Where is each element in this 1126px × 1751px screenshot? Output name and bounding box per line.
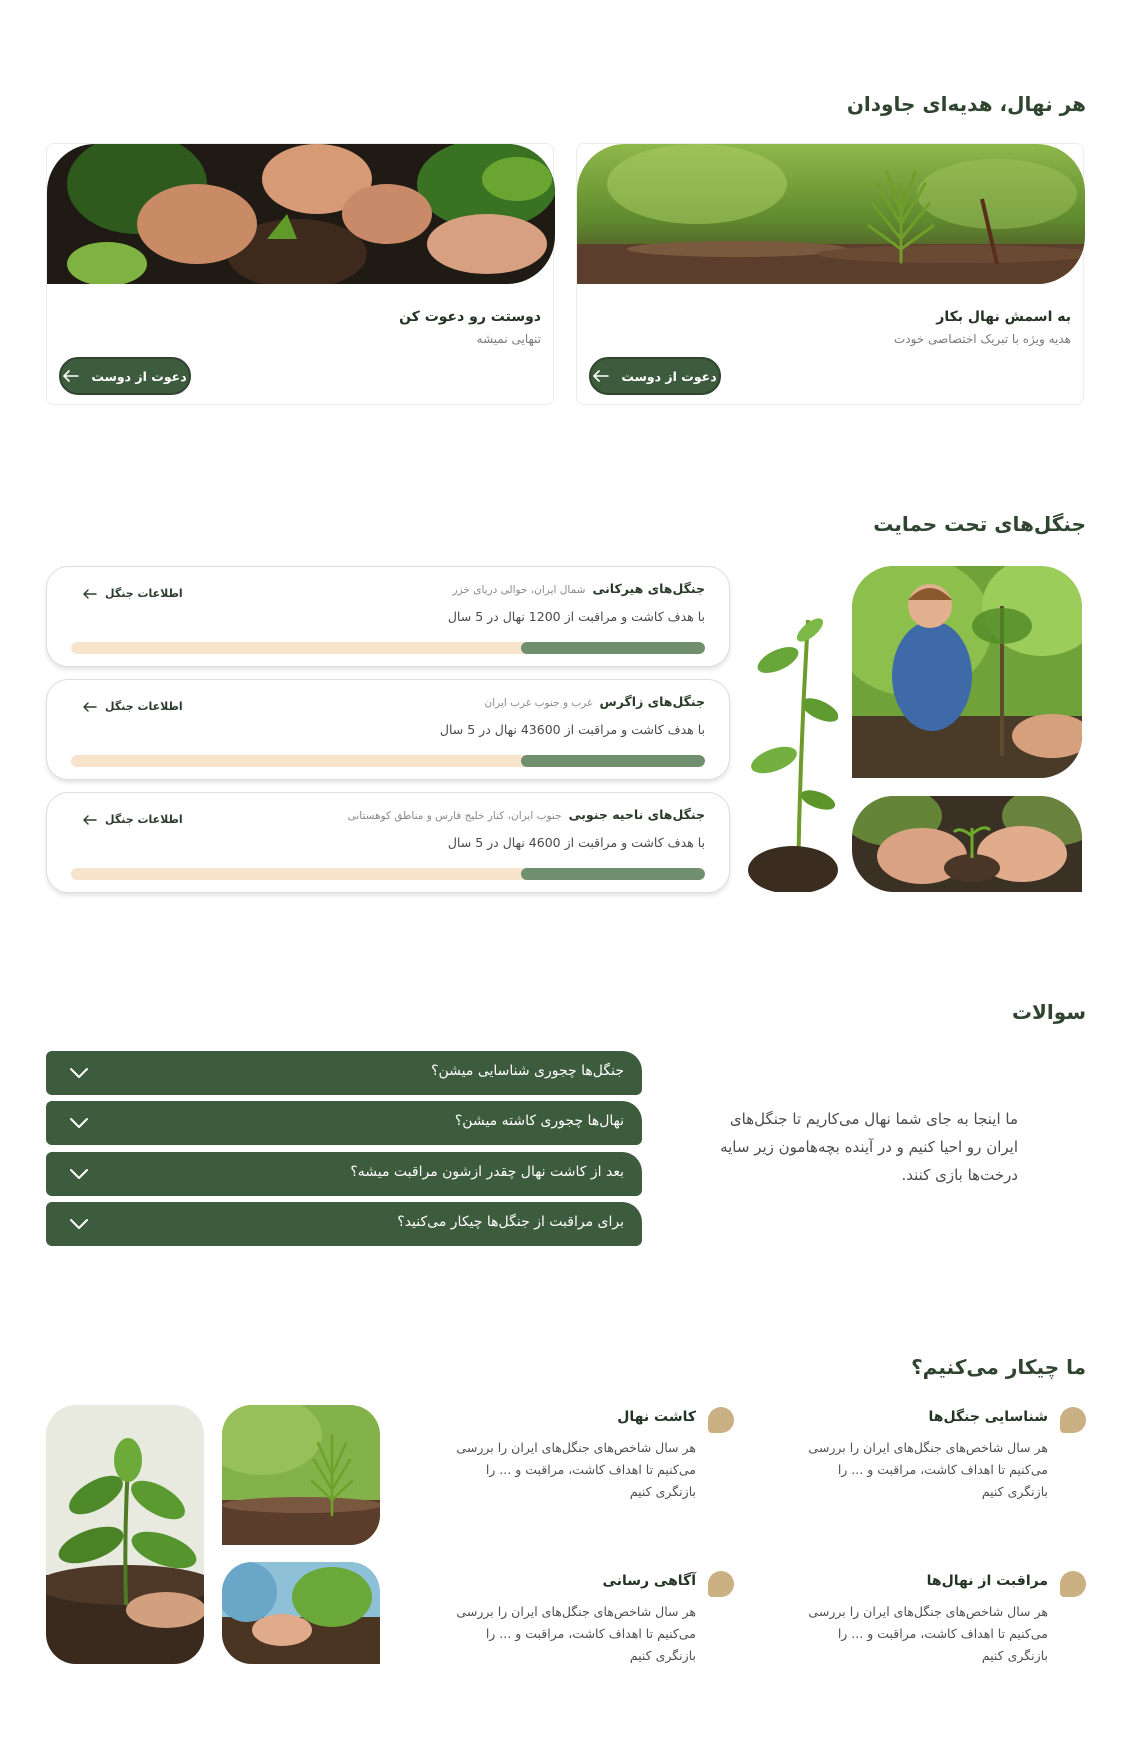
- activity-body: هر سال شاخص‌های جنگل‌های ایران را بررسی می‌کنیم تا اهداف کاشت، مراقبت و ... را بازنگری کنیم: [808, 1440, 1048, 1499]
- activity-title: شناسایی جنگل‌ها: [928, 1409, 1048, 1425]
- gift-card-title: دوستت رو دعوت کن: [399, 309, 541, 325]
- activity-title: مراقبت از نهال‌ها: [926, 1573, 1048, 1589]
- forest-progress-fill: [521, 755, 705, 767]
- invite-button-label: دعوت از دوست: [621, 368, 717, 384]
- gift-card-plant-in-name: [576, 143, 1084, 405]
- forest-goal: با هدف کاشت و مراقبت از 4600 نهال در 5 سال: [447, 835, 705, 850]
- activity-item: [786, 1571, 1086, 1681]
- faq-item[interactable]: [46, 1202, 642, 1246]
- leaf-bullet-icon: [708, 1571, 734, 1597]
- forest-card: [46, 566, 730, 667]
- activity-item: [434, 1571, 734, 1681]
- invite-friend-button[interactable]: [589, 357, 721, 395]
- leaf-bullet-icon: [1060, 1407, 1086, 1433]
- activity-item: [786, 1407, 1086, 1517]
- gift-card-title: به اسمش نهال بکار: [936, 309, 1071, 325]
- faq-question: جنگل‌ها چجوری شناسایی میشن؟: [431, 1063, 624, 1079]
- forest-progress-fill: [521, 642, 705, 654]
- forest-card: [46, 792, 730, 893]
- arrow-left-icon: [83, 815, 97, 825]
- arrow-left-icon: [83, 702, 97, 712]
- forest-progress-bar: [71, 755, 705, 767]
- faq-item[interactable]: [46, 1101, 642, 1145]
- gift-section-title: هر نهال، هدیه‌ای جاودان: [846, 92, 1086, 116]
- arrow-left-icon: [593, 370, 609, 382]
- activity-item: [434, 1407, 734, 1517]
- activity-title: کاشت نهال: [617, 1409, 696, 1425]
- chevron-down-icon: [68, 1214, 90, 1234]
- faq-item[interactable]: [46, 1051, 642, 1095]
- forest-region: شمال ایران، حوالی دریای خزر: [452, 584, 586, 596]
- forest-title: جنگل‌های زاگرس: [599, 694, 705, 709]
- faq-section-title: سوالات: [1011, 1000, 1086, 1024]
- hands-holding-seedlings-photo: [47, 144, 555, 284]
- gift-card-invite-friend: [46, 143, 554, 405]
- chevron-down-icon: [68, 1063, 90, 1083]
- forest-info-label: اطلاعات جنگل: [105, 587, 183, 600]
- chevron-down-icon: [68, 1113, 90, 1133]
- forest-goal: با هدف کاشت و مراقبت از 43600 نهال در 5 سال: [439, 722, 705, 737]
- forest-info-link[interactable]: [83, 813, 183, 826]
- young-plant-soil-photo: [46, 1405, 204, 1664]
- activity-body: هر سال شاخص‌های جنگل‌های ایران را بررسی می‌کنیم تا اهداف کاشت، مراقبت و ... را بازنگری کنیم: [456, 1604, 696, 1663]
- forest-title: جنگل‌های هیرکانی: [592, 581, 705, 596]
- forest-info-link[interactable]: [83, 587, 183, 600]
- gift-card-subtitle: تنهایی نمیشه: [476, 332, 541, 346]
- forest-title: جنگل‌های ناحیه جنوبی: [568, 807, 705, 822]
- planting-hands-photo: [222, 1562, 380, 1664]
- forest-info-label: اطلاعات جنگل: [105, 813, 183, 826]
- forest-card: [46, 679, 730, 780]
- arrow-left-icon: [83, 589, 97, 599]
- leaf-bullet-icon: [1060, 1571, 1086, 1597]
- forest-progress-bar: [71, 868, 705, 880]
- leaf-bullet-icon: [708, 1407, 734, 1433]
- forests-section-title: جنگل‌های تحت حمایت: [873, 512, 1086, 536]
- faq-question: برای مراقبت از جنگل‌ها چیکار می‌کنید؟: [397, 1214, 624, 1230]
- faq-item[interactable]: [46, 1152, 642, 1196]
- hands-with-sprout-photo: [852, 796, 1082, 892]
- faq-question: بعد از کاشت نهال چقدر ازشون مراقبت میشه؟: [350, 1164, 624, 1180]
- seedling-photo: [577, 144, 1085, 284]
- forest-progress-bar: [71, 642, 705, 654]
- invite-button-label: دعوت از دوست: [91, 368, 187, 384]
- forest-name: [453, 581, 705, 596]
- faq-intro-text: ما اینجا به جای شما نهال می‌کاریم تا جنگل‌های ایران رو احیا کنیم و در آینده بچه‌هامون زیر سایه درخت‌ها بازی کنند.: [720, 1110, 1018, 1184]
- forest-info-link[interactable]: [83, 700, 183, 713]
- forest-goal: با هدف کاشت و مراقبت از 1200 نهال در 5 سال: [447, 609, 705, 624]
- invite-friend-button[interactable]: [59, 357, 191, 395]
- forest-progress-fill: [521, 868, 705, 880]
- forest-name: [348, 807, 705, 822]
- forest-name: [485, 694, 705, 709]
- activity-title: آگاهی رسانی: [602, 1573, 696, 1589]
- activities-section-title: ما چیکار می‌کنیم؟: [911, 1355, 1086, 1379]
- faq-question: نهال‌ها چجوری کاشته میشن؟: [454, 1113, 624, 1129]
- pine-seedling-photo: [222, 1405, 380, 1545]
- arrow-left-icon: [63, 370, 79, 382]
- forest-region: جنوب ایران، کنار خلیج فارس و مناطق کوهستانی: [347, 810, 562, 822]
- tall-seedling-photo: [748, 600, 838, 892]
- activity-body: هر سال شاخص‌های جنگل‌های ایران را بررسی می‌کنیم تا اهداف کاشت، مراقبت و ... را بازنگری کنیم: [808, 1604, 1048, 1663]
- chevron-down-icon: [68, 1164, 90, 1184]
- gift-card-subtitle: هدیه ویژه با تبریک اختصاصی خودت: [893, 332, 1071, 346]
- activity-body: هر سال شاخص‌های جنگل‌های ایران را بررسی می‌کنیم تا اهداف کاشت، مراقبت و ... را بازنگری کنیم: [456, 1440, 696, 1499]
- forest-region: غرب و جنوب غرب ایران: [484, 697, 593, 709]
- child-planting-tree-photo: [852, 566, 1082, 778]
- forest-info-label: اطلاعات جنگل: [105, 700, 183, 713]
